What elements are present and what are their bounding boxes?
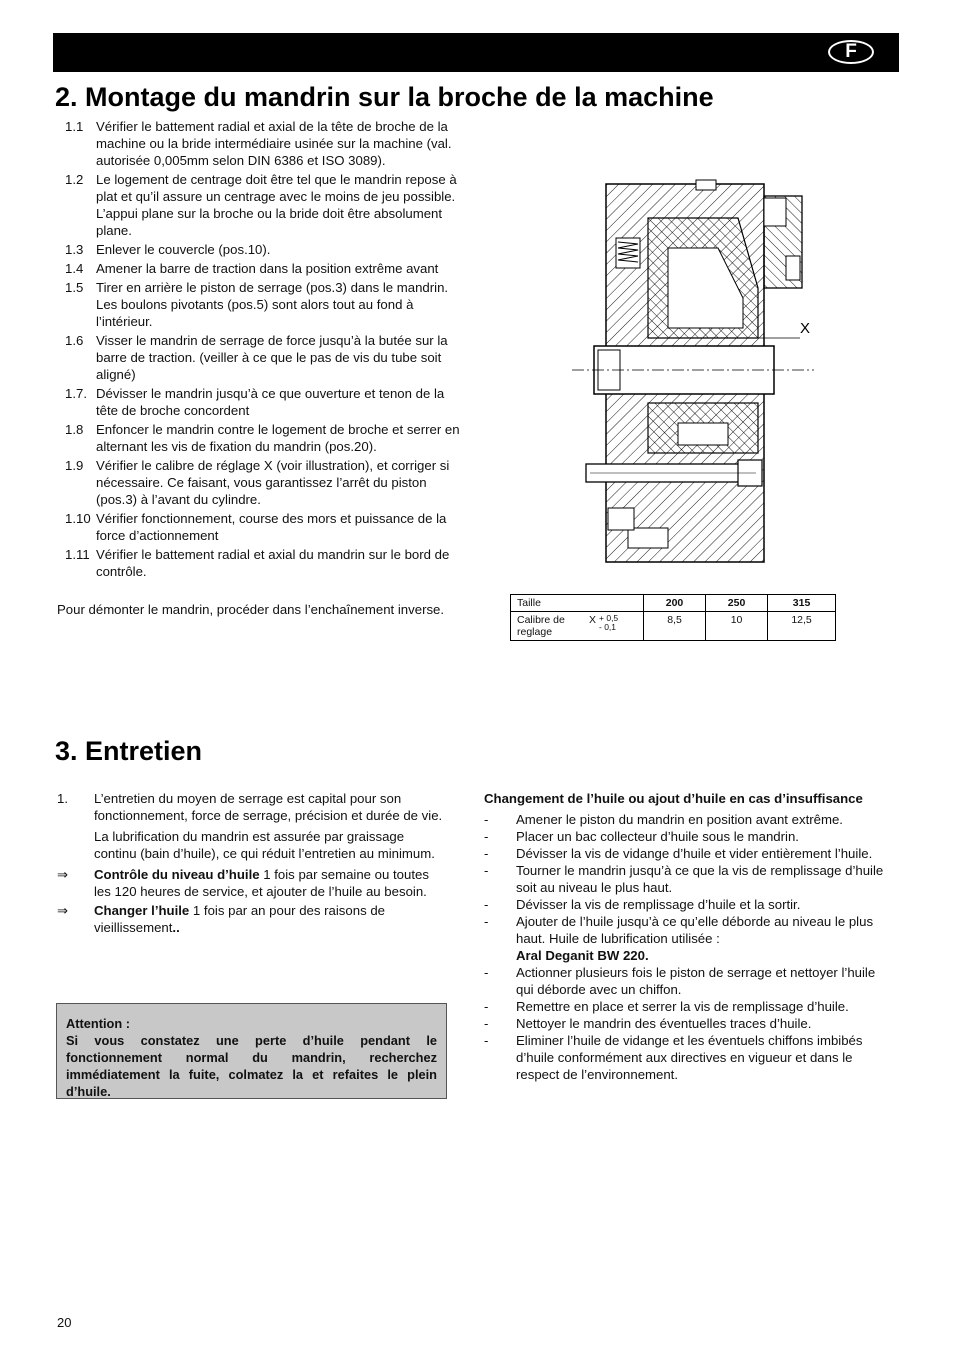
oil-level-check-label: Contrôle du niveau d’huile — [94, 867, 260, 882]
oil-change-label: Changer l’huile — [94, 903, 190, 918]
mounting-step-number: 1.6 — [65, 333, 84, 348]
mounting-step — [57, 118, 463, 169]
tolerance-minus: - 0,1 — [599, 622, 617, 632]
mounting-step-number: 1.2 — [65, 172, 84, 187]
mounting-step-text: Vérifier le battement radial et axial de la tête de broche de la machine ou la bride intermédiaire usinée sur la machine (val. autorisée 0,005mm selon DIN 6386 et ISO 3089). — [96, 119, 452, 168]
dash-bullet: - — [484, 1016, 489, 1031]
chuck-cross-section-diagram — [568, 178, 818, 570]
mounting-step-number: 1.11 — [65, 547, 90, 562]
oil-level-check-text: 1 fois par semaine ou toutes les 120 heures de service, et ajouter de l’huile au besoin. — [94, 867, 429, 899]
oil-change-step-text: Ajouter de l’huile jusqu’à ce qu’elle déborde au niveau le plus haut. Huile de lubrification utilisée : — [516, 914, 874, 946]
oil-change-section — [484, 790, 889, 1083]
mounting-step-number: 1.8 — [65, 422, 84, 437]
dash-bullet: - — [484, 914, 489, 929]
oil-change-step-text: Placer un bac collecteur d’huile sous le mandrin. — [516, 829, 799, 844]
mounting-step-text: Dévisser le mandrin jusqu’à ce que ouverture et tenon de la tête de broche concordent — [96, 386, 445, 418]
oil-change-step — [484, 964, 889, 998]
section-title-maintenance: 3. Entretien — [55, 736, 203, 766]
oil-change-step-text: Actionner plusieurs fois le piston de serrage et nettoyer l’huile qui déborde avec un chiffon. — [516, 965, 876, 997]
mounting-step-text: Le logement de centrage doit être tel que le mandrin repose à plat et qu’il assure un centrage avec le moins de jeu possible. L’appui plane sur la broche ou la bride doit être absolument plane. — [96, 172, 457, 238]
mounting-step — [57, 332, 463, 383]
dash-bullet: - — [484, 1033, 489, 1048]
dash-bullet: - — [484, 897, 489, 912]
attention-box — [56, 1003, 447, 1099]
oil-change-step-text: Eliminer l’huile de vidange et les éventuels chiffons imbibés d’huile conformément aux directives en vigueur et dans le respect de l’environnement. — [516, 1033, 863, 1082]
oil-change-step — [484, 1032, 889, 1083]
maintenance-intro — [57, 790, 447, 940]
oil-change-step — [484, 896, 889, 913]
demount-note: Pour démonter le mandrin, procéder dans l’enchaînement inverse. — [57, 602, 445, 617]
oil-type: Aral Deganit BW 220. — [516, 948, 649, 963]
maintenance-item-number: 1. — [57, 791, 68, 806]
oil-change-step-text: Dévisser la vis de vidange d’huile et vider entièrement l’huile. — [516, 846, 873, 861]
mounting-step — [57, 385, 463, 419]
dash-bullet: - — [484, 965, 489, 980]
oil-change-step-text: Nettoyer le mandrin des éventuelles traces d’huile. — [516, 1016, 812, 1031]
mounting-steps — [57, 118, 463, 582]
oil-change-title: Changement de l’huile ou ajout d’huile en cas d’insuffisance — [484, 791, 863, 806]
mounting-step-text: Visser le mandrin de serrage de force jusqu’à la butée sur la barre de traction. (veiller à ce que le pas de vis du tube soit aligné) — [96, 333, 448, 382]
mounting-step-number: 1.3 — [65, 242, 84, 257]
oil-change-step-text: Tourner le mandrin jusqu’à ce que la vis de remplissage d’huile soit au niveau le plus haut. — [516, 863, 884, 895]
oil-change-step — [484, 1015, 889, 1032]
maintenance-paragraph-2: La lubrification du mandrin est assurée par graissage continu (bain d’huile), ce qui réduit l’entretien au minimum. — [94, 829, 435, 861]
mounting-step — [57, 510, 463, 544]
mounting-step-text: Amener la barre de traction dans la position extrême avant — [96, 261, 439, 276]
mounting-step — [57, 171, 463, 239]
page-number: 20 — [57, 1315, 72, 1330]
dash-bullet: - — [484, 829, 489, 844]
mounting-step — [57, 279, 463, 330]
dash-bullet: - — [484, 846, 489, 861]
gauge-row-label: Calibre de reglage — [517, 614, 565, 638]
arrow-icon: ⇒ — [57, 903, 69, 918]
mounting-step — [57, 546, 463, 580]
mounting-step-text: Tirer en arrière le piston de serrage (pos.3) dans le mandrin. Les boulons pivotants (pos.5) sont alors tout au fond à l’intérieur. — [96, 280, 449, 329]
arrow-icon: ⇒ — [57, 867, 69, 882]
mounting-step-text: Vérifier le battement radial et axial du mandrin sur le bord de contrôle. — [96, 547, 450, 579]
size-header-label: Taille — [511, 595, 644, 612]
tolerance-plus: + 0,5 — [599, 613, 619, 623]
header-bar — [53, 33, 899, 72]
gauge-value-315: 12,5 — [768, 612, 836, 641]
size-250: 250 — [706, 595, 768, 612]
mounting-step — [57, 260, 463, 277]
mounting-step — [57, 421, 463, 455]
oil-change-end: .. — [172, 920, 180, 935]
mounting-step-text: Vérifier le calibre de réglage X (voir illustration), et corriger si nécessaire. Ce faisant, vous garantissez l’arrêt du piston (pos.3) à l’avant du cylindre. — [96, 458, 450, 507]
attention-text: Si vous constatez une perte d’huile pendant le fonctionnement normal du mandrin, recherchez immédiatement la fuite, colmatez la et refaites le plein d’huile. — [66, 1033, 437, 1099]
size-table — [510, 594, 836, 641]
language-badge: F — [828, 40, 874, 64]
dash-bullet: - — [484, 812, 489, 827]
oil-change-step — [484, 845, 889, 862]
mounting-step — [57, 457, 463, 508]
dash-bullet: - — [484, 863, 489, 878]
oil-change-steps — [484, 811, 889, 1083]
mounting-step-text: Enfoncer le mandrin contre le logement de broche et serrer en alternant les vis de fixation du mandrin (pos.20). — [96, 422, 460, 454]
oil-change-text: 1 fois par an pour des raisons de vieillissement — [94, 903, 385, 935]
oil-change-step-text: Remettre en place et serrer la vis de remplissage d’huile. — [516, 999, 849, 1014]
gauge-x-label: X — [800, 320, 811, 337]
mounting-step-number: 1.5 — [65, 280, 84, 295]
maintenance-paragraph-1: L’entretien du moyen de serrage est capital pour son fonctionnement, force de serrage, précision et durée de vie. — [94, 791, 443, 823]
mounting-step — [57, 241, 463, 258]
oil-change-step — [484, 811, 889, 828]
attention-title: Attention : — [66, 1016, 130, 1031]
dash-bullet: - — [484, 999, 489, 1014]
mounting-step-text: Vérifier fonctionnement, course des mors et puissance de la force d’actionnement — [96, 511, 447, 543]
oil-change-step-text: Dévisser la vis de remplissage d’huile et la sortir. — [516, 897, 801, 912]
mounting-step-text: Enlever le couvercle (pos.10). — [96, 242, 271, 257]
mounting-step-number: 1.7. — [65, 386, 87, 401]
size-315: 315 — [768, 595, 836, 612]
oil-change-step — [484, 862, 889, 896]
gauge-row-symbol: X — [589, 614, 597, 626]
oil-change-step — [484, 998, 889, 1015]
mounting-step-number: 1.4 — [65, 261, 84, 276]
mounting-step-number: 1.10 — [65, 511, 91, 526]
oil-change-step — [484, 828, 889, 845]
mounting-step-number: 1.9 — [65, 458, 84, 473]
oil-change-step-text: Amener le piston du mandrin en position avant extrême. — [516, 812, 843, 827]
size-200: 200 — [644, 595, 706, 612]
gauge-value-250: 10 — [706, 612, 768, 641]
mounting-step-number: 1.1 — [65, 119, 84, 134]
section-title-mounting: 2. Montage du mandrin sur la broche de la machine — [55, 82, 714, 112]
gauge-value-200: 8,5 — [644, 612, 706, 641]
oil-change-step — [484, 913, 889, 964]
